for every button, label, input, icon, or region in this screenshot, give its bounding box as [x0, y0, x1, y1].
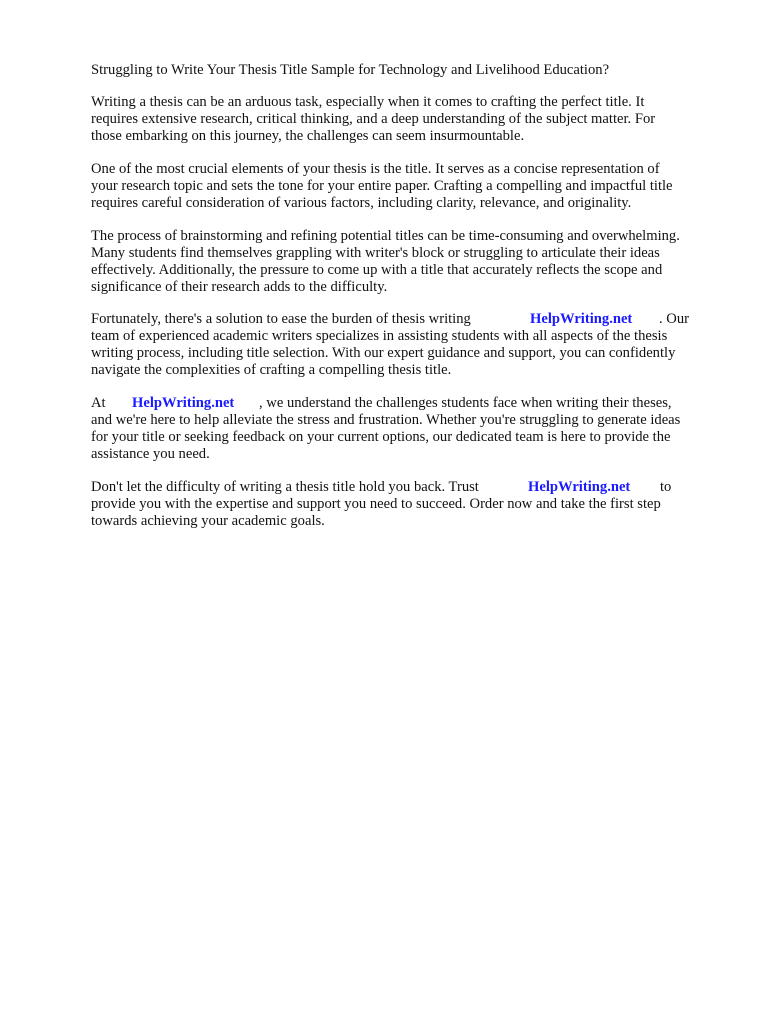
paragraph-2-line-1: One of the most crucial elements of your thesis is the title. It serves as a concise representation of [91, 161, 660, 177]
helpwriting-link-1[interactable]: HelpWriting.net [530, 311, 633, 327]
document-title: Struggling to Write Your Thesis Title Sample for Technology and Livelihood Education? [91, 62, 610, 78]
paragraph-5-line-1-tail: , we understand the challenges students face when writing their theses, [259, 395, 672, 411]
paragraph-6-line-3: towards achieving your academic goals. [91, 513, 325, 529]
paragraph-4-line-1-tail: . Our [659, 311, 689, 327]
paragraph-2-line-2: your research topic and sets the tone for your entire paper. Crafting a compelling and impactful title [91, 178, 673, 194]
helpwriting-link-2[interactable]: HelpWriting.net [132, 395, 235, 411]
paragraph-4-line-3: writing process, including title selection. With our expert guidance and support, you can confidently [91, 345, 676, 361]
paragraph-6-line-1-text: Don't let the difficulty of writing a thesis title hold you back. Trust [91, 479, 479, 495]
paragraph-1-line-2: requires extensive research, critical thinking, and a deep understanding of the subject matter. For [91, 111, 656, 127]
paragraph-5-line-2: and we're here to help alleviate the stress and frustration. Whether you're struggling to generate ideas [91, 412, 681, 428]
paragraph-2-line-3: requires careful consideration of various factors, including clarity, relevance, and originality. [91, 195, 632, 211]
paragraph-1-line-1: Writing a thesis can be an arduous task, especially when it comes to crafting the perfect title. It [91, 94, 645, 110]
paragraph-6-line-1-tail: to [660, 479, 672, 495]
paragraph-4-line-2: team of experienced academic writers specializes in assisting students with all aspects of the thesis [91, 328, 668, 344]
paragraph-3-line-1: The process of brainstorming and refining potential titles can be time-consuming and overwhelming. [91, 228, 680, 244]
helpwriting-link-3[interactable]: HelpWriting.net [528, 479, 631, 495]
paragraph-4-line-4: navigate the complexities of crafting a compelling thesis title. [91, 362, 452, 378]
paragraph-3-line-2: Many students find themselves grappling with writer's block or struggling to articulate their ideas [91, 245, 660, 261]
paragraph-5-line-1-text: At [91, 395, 106, 411]
paragraph-3-line-3: effectively. Additionally, the pressure to come up with a title that accurately reflects the scope and [91, 262, 663, 278]
paragraph-3-line-4: significance of their research adds to the difficulty. [91, 279, 388, 295]
paragraph-5-line-3: for your title or seeking feedback on your current options, our dedicated team is here to provide the [91, 429, 671, 445]
paragraph-5-line-4: assistance you need. [91, 446, 210, 462]
paragraph-1-line-3: those embarking on this journey, the challenges can seem insurmountable. [91, 128, 525, 144]
paragraph-4-line-1-text: Fortunately, there's a solution to ease the burden of thesis writing [91, 311, 471, 327]
paragraph-6-line-2: provide you with the expertise and support you need to succeed. Order now and take the first step [91, 496, 661, 512]
